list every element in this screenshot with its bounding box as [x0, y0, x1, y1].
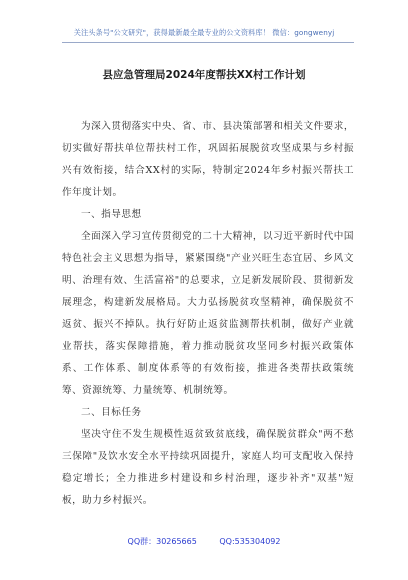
- document-title: 县应急管理局2024年度帮扶XX村工作计划: [102, 69, 306, 81]
- header-divider: [62, 42, 354, 43]
- document-body: [62, 116, 354, 512]
- footer-contact: [0, 536, 408, 547]
- footer-qq-number: QQ:535304092: [219, 537, 281, 546]
- guiding-ideology-paragraph: 全面深入学习宣传贯彻党的二十大精神，以习近平新时代中国特色社会主义思想为指导，紧紧围绕"产业兴旺生态宜居、乡风文明、治理有效、生活富裕"的总要求，立足新发展阶段、贯彻新发展理念，构建新发展格局。大力弘扬脱贫攻坚精神，确保脱贫不返贫、振兴不掉队。执行好防止返贫监测帮扶机制，做好产业就业帮扶，落实保障措施，着力推动脱贫攻坚同乡村振兴政策体系、工作体系、制度体系等的有效衔接，推进各类帮扶政策统筹、资源统筹、力量统筹、机制统筹。: [62, 231, 354, 396]
- section-heading-goals: 二、目标任务: [81, 407, 142, 418]
- footer-qq-group: QQ群：30265665: [127, 537, 197, 546]
- header-promo-note: 关注头条号"公文研究"，获得最新最全最专业的公文资料库！ 微信：gongwenyj: [73, 28, 335, 37]
- goals-paragraph: 坚决守住不发生规模性返贫致贫底线，确保脱贫群众"两不愁三保障"及饮水安全水平持续巩固提升，家庭人均可支配收入保持稳定增长；全力推进乡村建设和乡村治理，逐步补齐"双基"短板，助力乡村振兴。: [62, 429, 354, 506]
- intro-paragraph: 为深入贯彻落实中央、省、市、县决策部署和相关文件要求，切实做好帮扶单位帮扶村工作，巩固拓展脱贫攻坚成果与乡村振兴有效衔接，结合XX村的实际，特制定2024年乡村振兴帮扶工作年度计划。: [62, 121, 354, 198]
- section-heading-guiding-ideology: 一、指导思想: [81, 209, 142, 220]
